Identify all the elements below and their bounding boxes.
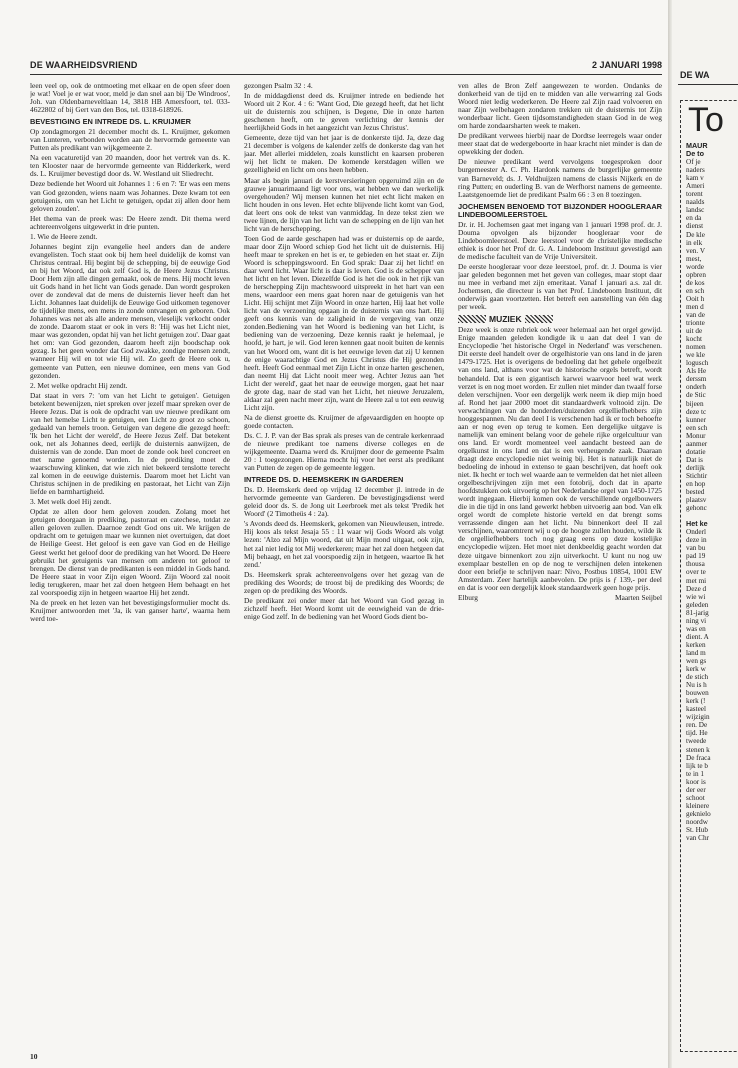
next-page-text-fragment: pad 19 [686, 552, 706, 561]
next-page-text-fragment: dienst [686, 222, 704, 231]
paragraph: Gemeente, deze tijd van het jaar is de donkerste tijd. Ja, deze dag 21 december is volgens de kalender zelfs de donkerste dag van het jaar. Met allerlei middelen, zoals kunstlicht en kaarsen proberen wij het licht te maken. De komende kerstdagen willen we gezelligheid en licht om ons heen hebben. [244, 133, 444, 175]
paragraph: Op zondagmorgen 21 december mocht ds. L. Kruijmer, gekomen van Lunteren, verbonden worden aan de hervormde gemeente van Putten als predikant van wijkgemeente 2. [30, 127, 230, 153]
next-page-text-fragment: der eer [686, 785, 706, 794]
article-heading: JOCHEMSEN BENOEMD TOT BIJZONDER HOOGLERAAR LINDEBOOMLEERSTOEL [458, 201, 662, 219]
next-page-text-fragment: kocht [686, 335, 702, 344]
next-page-text-fragment: Het ke [686, 520, 708, 529]
next-page-text-fragment: bested [686, 488, 705, 497]
next-page-text-fragment: opbren [686, 270, 706, 279]
next-page-text-fragment: kasteel [686, 705, 706, 714]
muziek-section-header [458, 315, 662, 323]
next-page-text-fragment: wie wi [686, 592, 706, 601]
next-page-text-fragment: stenen k [686, 745, 710, 754]
next-page-text-fragment: trionte [686, 319, 705, 328]
next-page-text-fragment: nomen [686, 343, 706, 352]
next-page-text-fragment: landsc [686, 206, 705, 215]
next-page-text-fragment: de kos [686, 278, 705, 287]
next-page-text-fragment: St. Hub [686, 825, 708, 834]
next-page-text-fragment: van de [686, 310, 705, 319]
next-page-text-fragment: deze in [686, 536, 707, 545]
signature-place: Elburg [458, 592, 478, 602]
next-page-text-fragment: en sch [686, 286, 705, 295]
paragraph: De predikant zei onder meer dat het Woord van God gezag in zichzelf heeft. Het Woord komt uit de eeuwigheid van de drie-enige God zelf. In de bediening van het Woord Gods dient bo- [244, 595, 444, 621]
paragraph: Maar als begin januari de kerstversieringen opgeruimd zijn en de grauwe januarimaand ligt voor ons, wat hebben we dan werkelijk overgehouden? Wij mensen kunnen het niet echt licht maken en licht houden in ons leven. Het echte blijvende licht komt van God, dat leert ons ook de tekst van vanmiddag. In deze tekst zien we twee lijnen, de lijn van het licht van de schepping en de lijn van het licht van de herschepping. [244, 175, 444, 233]
publication-title: DE WAARHEIDSVRIEND [30, 60, 138, 70]
next-page-text-fragment: naalds [686, 198, 705, 207]
article-heading: BEVESTIGING EN INTREDE DS. L. KRUIJMER [30, 117, 191, 127]
next-page-text-fragment: derssm [686, 375, 707, 384]
paragraph: Na de preek en het lezen van het bevestigingsformulier mocht ds. Kruijmer antwoorden met 'Ja, ik van ganser harte', waarna hem werd toe- [30, 597, 230, 623]
next-page-text-fragment: ren. De [686, 721, 708, 730]
paragraph: gezongen Psalm 32 : 4. [244, 82, 313, 90]
next-page-text-fragment: schoot [686, 793, 705, 802]
next-page-text-fragment: worde [686, 262, 704, 271]
paragraph: leen veel op, ook de ontmoeting met elkaar en de open sfeer doen je wat! Voel je er wat voor, meld je dan snel aan bij 'De Windroos', Joh. van Oldenbarneveltlaan 14, 3818 HB Amersfoort, tel. 033-4622802 of bij Gert van den Bos, tel. 0318-618926. [30, 82, 230, 115]
next-page-text-fragment: de Stic [686, 391, 706, 400]
signature-author: Maarten Seijbel [615, 592, 662, 602]
next-page-text-fragment [686, 512, 738, 520]
column-3 [458, 82, 662, 1042]
paragraph: Deze week is onze rubriek ook weer helemaal aan het orgel gewijd. Enige maanden geleden kondigde ik u aan dat deel I van de Encyclopedie 'het historische Orgel in Nederland' was verschenen. Dit eerste deel handelt over de orgelhistorie van ons land in de jaren 1479-1725. Het is overigens de bedoeling dat het gehele orgelbezit van ons land, althans voor wat de historische orgels betreft, wordt behandeld. Dat is een gigantisch karwei waarvoor heel wat werk verzet is en nog moet worden. Er zullen niet minder dan twaalf forse delen verschijnen. Voor een dergelijk werk neem ik diep mijn hoed af. Rond het jaar 2000 moet dit standaardwerk voltooid zijn. De verwachtingen van de honderden/duizenden orgelliefhebbers zijn hooggespannen. Nu dan deel I is verschenen had ik er toch behoefte aan er nog even op terug te komen. Een dergelijke uitgave is namelijk van eminent belang voor de gehele rijke orgelcultuur van ons land. Er wordt momenteel veel aandacht besteed aan de orgelkunst in ons land en dat is een verheugende zaak. Daaraan draagt deze encyclopedie niet weinig bij. Het is natuurlijk niet de bedoeling de inhoud in extenso te gaan beschrijven, dat hoeft ook niet. Ik hecht er toch wel waarde aan te vermelden dat het niet alleen orgelbeschrijvingen zijn met een fotobrij, doch dat in aparte hoofdstukken ook uitvoerig op het Nederlandse orgel van 1450-1725 wordt ingegaan. Hierbij komen ook de verschillende orgelbouwers die in die tijd in ons land gewerkt hebben uitvoerig aan bod. Van elk orgel wordt de complete historie verteld en dat brengt soms verrassende dingen aan het licht. Nu binnenkort deel II zal verschijnen, waaromtrent wij u op de hoogte zullen houden, wilde ik de orgelliefhebbers toch nog graag eens op deze kostelijke encyclopedie wijzen. Het moet niet denkbeeldig geacht worden dat deze uitgave binnenkort zou zijn uitverkocht. U kunt nu nog uw exemplaar bestellen en op de nog te verschijnen delen intekenen door een briefje te schrijven naar: Nivo, Postbus 10854, 1001 EW Amsterdam. Zeer hartelijk aanbevolen. De prijs is ƒ 139,- per deel en dat is voor een dergelijk kloek standaardwerk geen hoge prijs. [458, 325, 662, 592]
next-page-text-fragment: Ameri [686, 182, 705, 191]
paragraph: Ds. C. J. P. van der Bas sprak als preses van de centrale kerkenraad de nieuwe predikant toe namens diverse colleges en de wijkgemeente. Daarna werd ds. Kruijmer door de gemeente Psalm 20 : 1 toegezongen. Hierna mocht hij voor het eerst als predikant van Putten de zegen op de gemeente leggen. [244, 430, 444, 473]
next-page-text-fragment: bijeen [686, 399, 704, 408]
next-page-text-fragment: tijd. He [686, 729, 708, 738]
next-page-text-fragment: De kle [686, 230, 705, 239]
next-page-text-fragment: deze tc [686, 407, 707, 416]
next-page-text-fragment: uit de [686, 327, 703, 336]
paragraph: 's Avonds deed ds. Heemskerk, gekomen van Nieuwleusen, intrede. Hij koos als tekst Jesaja 55 : 11 waar wij Gods Woord als volgt lezen: 'Alzo zal Mijn woord, dat uit Mijn mond uitgaat, ook zijn, het zal niet ledig tot Mij wederkeren; maar het zal doen hetgeen dat Mij behaagt, en het zal voorspoedig zijn in hetgeen, waartoe Ik het zend.' [244, 519, 444, 569]
next-page-text-fragment: met mi [686, 576, 707, 585]
next-page-headline: To [688, 101, 724, 139]
next-page-text-fragment: derlijk [686, 463, 705, 472]
next-page-text-fragment: men d [686, 302, 704, 311]
next-page-text-fragment: we kle [686, 351, 705, 360]
next-page-text-fragment: thousa [686, 560, 705, 569]
next-page-text-fragment: Onderl [686, 528, 706, 537]
next-page-text-fragment: gehonc [686, 504, 707, 513]
paragraph: Na de dienst groette ds. Kruijmer de afgevaardigden en hoopte op goede contacten. [244, 412, 444, 430]
paragraph: In de middagdienst deed ds. Kruijmer intrede en bediende het Woord uit 2 Kor. 4 : 6: 'Want God, Die gezegd heeft, dat het licht uit de duisternis zou schijnen, is Degene, Die in onze harten geschenen heeft, om te geven verlichting der kennis der heerlijkheid Gods in het aangezicht van Jezus Christus'. [244, 91, 444, 133]
next-page-text-fragment: kerk w [686, 665, 706, 674]
next-page-text-fragment: dient. A [686, 632, 709, 641]
next-page-text-fragment: geknielo [686, 809, 711, 818]
next-page-text-fragment: noordw [686, 817, 708, 826]
next-page-text-fragment: kerk (! [686, 697, 706, 706]
next-page-text-fragment: kerken [686, 640, 706, 649]
next-page-text-fragment: geleden [686, 600, 709, 609]
next-page-rule [678, 84, 738, 85]
next-page-text-fragment: een sch [686, 423, 708, 432]
next-page-text-fragment: kleinere [686, 801, 710, 810]
issue-date: 2 JANUARI 1998 [591, 60, 662, 70]
paragraph: Dat staat in vers 7: 'om van het Licht te getuigen'. Getuigen betekent bewenijzen, niet spreken over jezelf maar spreken over de Heere Jezus. Dat is ook de opdracht van uw nieuwe predikant om van het hemelse Licht te getuigen, een Licht zo groot zo schoon, gedaald van hemels troon. Getuigen van degene die gezegd heeft: 'Ik ben het Licht der wereld', de Heere Jezus Zelf. Dat betekent ook, net als Johannes deed, eerlijk de duisternis aanwijzen, de duisternis van de zonde. Dan moet de zonde ook heel concreet en met name genoemd worden. In de prediking moet de waarschuwing klinken, dat wie zich niet bekeerd tenslotte terecht zal komen in de eeuwige duisternis. Daarom moet het Licht van Christus schijnen in de prediking en pastoraat, het Licht van Zijn liefde en barmhartigheid. [30, 390, 230, 497]
next-page-text-fragment: Nu is h [686, 681, 707, 690]
next-page-text-fragment: Stichtir [686, 471, 708, 480]
next-page-text-fragment: mest, [686, 254, 702, 263]
next-page-text-fragment: plaatsv [686, 496, 707, 505]
column-2 [244, 82, 444, 1042]
next-page-text-fragment: De fraca [686, 753, 711, 762]
paragraph: Johannes begint zijn evangelie heel anders dan de andere evangelisten. Toch staat ook bij hem heel duidelijk de komst van Christus centraal. Hij begint bij de schepping, bij de eeuwige God en bij het Woord, dat ook zelf God is, de Heere Jezus Christus. Door Hem zijn alle dingen gemaakt, ook de mens. Hij mocht leven uit Gods hand in het licht van Gods genade. Dan wordt gesproken over de zondeval dat de mens de duisternis liever heeft dan het Licht. Johannes laat duidelijk de Eeuwige God uitkomen tegenover de tijdelijke mens, een mens in zonde ontvangen en geboren. Ook Johannes was net als alle andere mensen, vleselijk verkocht onder de zonde. Daarom staat er ook in vers 8: 'Hij was het Licht niet, maar was gezonden, opdat hij van het licht getuigen zou'. Daar gaat het om: van God gezonden, daarom heeft zijn boodschap ook gezag. Is het geen wonder dat God zwakke, zondige mensen zendt, wanneer Hij wil en tot wie Hij wil. Zo geeft de Heere ook u, gemeente van Putten, een nieuwe dominee, een mens van God gezonden. [30, 241, 230, 380]
next-page-text-fragment: Of je [686, 158, 701, 167]
paragraph: 2. Met welke opdracht Hij zendt. [30, 380, 128, 390]
next-page-text-fragment: de stich [686, 673, 709, 682]
article-heading: INTREDE DS. D. HEEMSKERK IN GARDEREN [244, 475, 404, 485]
next-page-text-fragment: koor is [686, 777, 706, 786]
next-page-text-fragment: De to [686, 150, 704, 159]
next-page-text-fragment: logusch [686, 359, 709, 368]
next-page-text-fragment: van bu [686, 544, 706, 553]
next-page-text-fragment: Monur [686, 431, 706, 440]
paragraph: Opdat ze allen door hem geloven zouden. Zolang moet het getuigen doorgaan in prediking, pastoraat en catechese, totdat ze allen geloven zullen. Daarnoe zendt God ons uit. We krijgen de opdracht om te getuigen maar we kunnen niet overtuigen, dat doet de Heilige Geest. Het geloof is een gave van God en de Heilige Geest werkt het geloof door de prediking van het Woord. De Heere gebruikt het getuigenis van mensen om anderen tot geloof te brengen. De dienst van de predikanten is een middel in Gods hand. De Heere staat in voor Zijn eigen Woord. Zijn Woord zal nooit ledig terugkeren, maar het zal doen hetgeen Hem behaagt en het zal voorspoedig zijn in hetgeen waartoe Hij het zendt. [30, 507, 230, 597]
next-page-text-fragment: Als He [686, 367, 707, 376]
next-page-text-fragment: MAUR [686, 142, 708, 150]
next-page-text-fragment: land m [686, 648, 706, 657]
next-page-text-fragment: wen gs [686, 657, 707, 665]
next-page-text-fragment: was en [686, 624, 706, 633]
paragraph: De nieuwe predikant werd vervolgens toegesproken door burgemeester A. C. Ph. Hardonk namens de burgerlijke gemeente van Barneveld; ds. J. Veldhuijzen namens de classis Nijkerk en de ring Putten; en ouderling B. van de Werfhorst namens de gemeente. Laatstgenoemde liet de predikant Psalm 66 : 3 en 8 toezingen. [458, 157, 662, 199]
paragraph: Dr. ir. H. Jochemsen gaat met ingang van 1 januari 1998 prof. dr. J. Douma opvolgen als bijzonder hoogleraar voor de Lindeboomleerstoel. Deze leerstoel voor de christelijke medische ethiek is door het Prof dr. G. A. Lindeboom Instituut gevestigd aan de medische faculteit van de Vrije Universiteit. [458, 219, 662, 261]
page-header [30, 60, 662, 75]
paragraph: Ds. D. Heemskerk deed op vrijdag 12 december jl. intrede in de hervormde gemeente van Garderen. De bevestigingsdienst werd geleid door ds. S. de Jong uit Leerbroek met als tekst 'Predik het Woord' (2 Timotheüs 4 : 2a). [244, 485, 444, 519]
next-page-text-fragment: wijzigin [686, 713, 710, 722]
next-page-text-fragment: ning vi [686, 616, 707, 625]
next-page-text-fragment: Dat is [686, 455, 703, 464]
next-page-text-fragment: te in 1 [686, 769, 704, 778]
next-page-text-fragment: en da [686, 214, 702, 223]
section-title: MUZIEK [489, 314, 522, 325]
next-page-text-fragment: ven. V [686, 246, 706, 255]
column-1 [30, 82, 230, 1042]
next-page-text-fragment: kunner [686, 415, 706, 424]
next-page-text-fragment: Ooit h [686, 294, 705, 303]
next-page-text-fragment: en hop [686, 479, 706, 488]
next-page-text-fragment: torent [686, 190, 703, 199]
paragraph: De eerste hoogleraar voor deze leerstoel, prof. dr. J. Douma is vier jaar geleden begonnen met het geven van colleges, maar stopt daar nu mee in verband met zijn emeritaat. Vanaf 1 januari a.s. zal dr. Jochemsen, die directeur is van het Prof. Lindeboom Instituut, dit onderwijs gaan voortzetten. Het betreft een aanstelling van één dag per week. [458, 261, 662, 312]
paragraph: De predikant verwees hierbij naar de Dordtse leerregels waar onder meer staat dat de wedergeboorte in haar kracht niet minder is dan de opwekking der doden. [458, 131, 662, 157]
next-page-text-fragment: tweede [686, 737, 707, 746]
next-page-header: DE WA [680, 70, 710, 80]
page-number: 10 [30, 1052, 38, 1061]
next-page-text-fragment: kam v [686, 174, 704, 183]
next-page-text-fragment: dotatie [686, 447, 706, 456]
paragraph: Ds. Heemskerk sprak achtereenvolgens over het gezag van de prediking des Woords; de troost bij de prediking des Woords; de zegen op de prediking des Woords. [244, 569, 444, 595]
next-page-text-fragment: 81-jarig [686, 608, 709, 617]
ornament-icon [525, 315, 553, 323]
next-page-text-fragment: Deze d [686, 584, 707, 593]
next-page-text-fragment: naders [686, 166, 705, 175]
next-page-text-fragment: in elk [686, 238, 703, 247]
paragraph: 3. Met welk doel Hij zendt. [30, 497, 112, 507]
paragraph: Na een vacaturetijd van 20 maanden, door het vertrek van ds. K. ten Klooster naar de hervormde gemeente van Ridderkerk, werd ds. L. Kruijmer bevestigd door ds. W. Westland uit Sliedrecht. [30, 153, 230, 179]
ornament-icon [458, 315, 486, 323]
author-signature [458, 594, 662, 602]
next-page-text-fragment: aanmer [686, 439, 708, 448]
next-page-text-fragment: onderh [686, 383, 706, 392]
next-page-text-fragment: over te [686, 568, 706, 577]
next-page-text-fragment: lijk te b [686, 761, 708, 770]
paragraph: Het thema van de preek was: De Heere zendt. Dit thema werd achtereenvolgens uitgewerkt in drie punten. [30, 213, 230, 231]
paragraph: Deze bediende het Woord uit Johannes 1 : 6 en 7: 'Er was een mens van God gezonden, wiens naam was Johannes. Deze kwam tot een getuigenis, om van het Licht te getuigen, opdat zij allen door hem geloven zouden'. [30, 179, 230, 213]
next-page-text-fragment: van Chr [686, 834, 709, 843]
paragraph: 1. Wie de Heere zendt. [30, 231, 98, 241]
next-page-edge [672, 0, 738, 1068]
next-page-fragments [686, 142, 738, 842]
paragraph: ven alles de Bron Zelf aangewezen te worden. Ondanks de donkerheid van de tijd en te midden van alle verwarring zal Gods Woord niet ledig wederkeren. De Heere zal Zijn raad volvoeren en naar Zijn welbehagen zondaren trekken uit de duisternis tot Zijn wonderbaar licht. Geen tijdsomstandigheden staan God in de weg om harde zondaarsharten week te maken. [458, 82, 662, 131]
next-page-text-fragment: bouwen [686, 689, 709, 698]
paragraph: Toen God de aarde geschapen had was er duisternis op de aarde, maar door Zijn Woord schiep God het licht uit de duisternis. Hij heeft maar te spreken en het is er, te gebieden en het staat er. Zijn Woord is scheppingswoord. En God sprak: Daar zij het licht! en daar werd licht. Waar licht is daar is leven. God is de schepper van het licht en het leven. Diezelfde God is het die ook in het rijk van de herschepping Zijn machtswoord uitspreekt in het hart van een mens, waardoor een mens gaat horen naar de getuigenis van het Licht. Hij schijnt met Zijn Woord in onze harten, Hij laat het volle licht van de verzoening opgaan in de duisternis van ons hart. Hij geeft ons kennis van de zaligheid in de vergeving van onze zonden.Bediening van het Woord is bediening van het Licht, is bediening van de verzoening. Deze kennis raakt je helemaal, je hoofd, je hart, je wil. God leren kennen gaat nooit buiten de kennis van het Woord om, want dit is het eeuwige leven dat zij U kennen de enige waarachtige God en Jezus Christus die Hij gezonden heeft. Heeft God eenmaal met Zijn Licht in onze harten geschenen, dan neemt Hij dat Licht nooit meer weg. Achter Jezus aan 'het Licht der wereld', gaat het naar de eeuwige morgen, gaat het naar de grote dag, naar de stad van het Licht, het nieuwe Jeruzalem, aldaar zal geen nacht meer zijn, want de Heere zal u tot een eeuwig Licht zijn. [244, 233, 444, 412]
